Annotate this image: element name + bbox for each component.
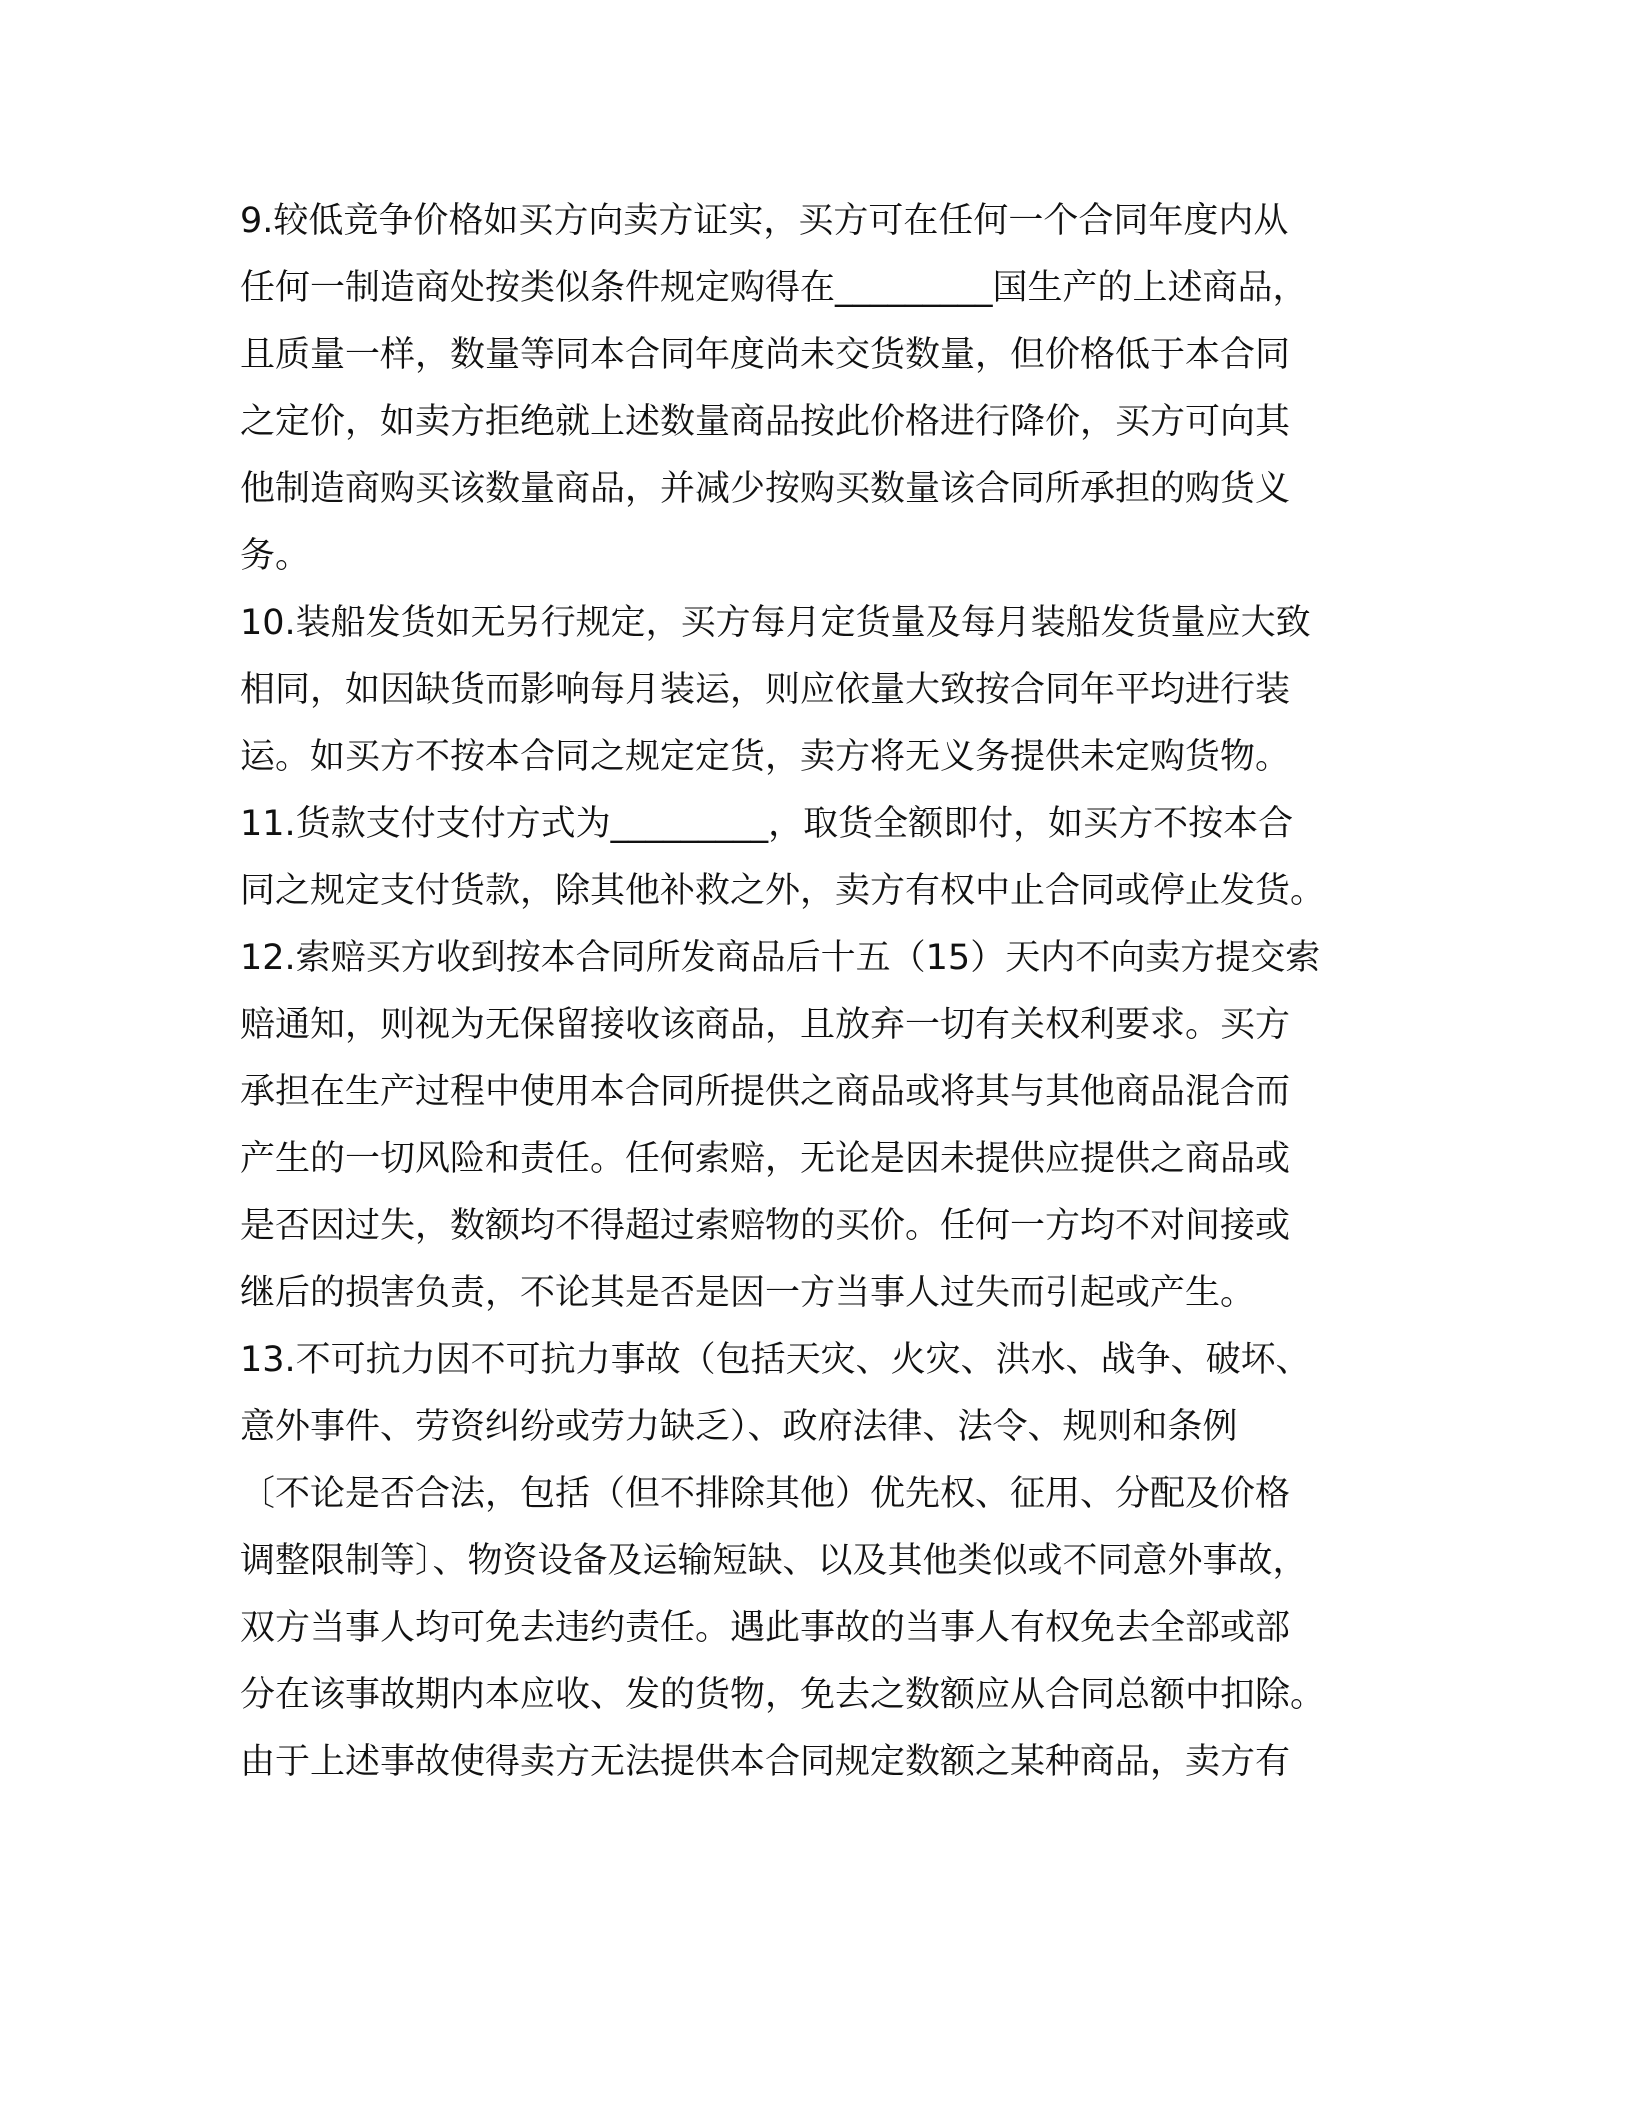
text-line: 任何一制造商处按类似条件规定购得在_________国生产的上述商品， [240, 268, 1308, 308]
contract-text [240, 188, 1392, 1796]
text-line: 意外事件、劳资纠纷或劳力缺乏）、政府法律、法令、规则和条例 [240, 1407, 1238, 1447]
text-line: 分在该事故期内本应收、发的货物，免去之数额应从合同总额中扣除。 [240, 1675, 1326, 1715]
text-line: 是否因过失，数额均不得超过索赔物的买价。任何一方均不对间接或 [240, 1206, 1291, 1246]
text-line: 他制造商购买该数量商品，并减少按购买数量该合同所承担的购货义 [240, 469, 1291, 509]
text-line: 由于上述事故使得卖方无法提供本合同规定数额之某种商品，卖方有 [240, 1742, 1291, 1782]
text-line: 赔通知，则视为无保留接收该商品，且放弃一切有关权利要求。买方 [240, 1005, 1291, 1045]
text-line: 10.装船发货如无另行规定，买方每月定货量及每月装船发货量应大致 [240, 603, 1311, 643]
text-line: 且质量一样，数量等同本合同年度尚未交货数量，但价格低于本合同 [240, 335, 1291, 375]
text-line: 产生的一切风险和责任。任何索赔，无论是因未提供应提供之商品或 [240, 1139, 1291, 1179]
text-line: 11.货款支付支付方式为_________，取货全额即付，如买方不按本合 [240, 804, 1294, 844]
text-line: 承担在生产过程中使用本合同所提供之商品或将其与其他商品混合而 [240, 1072, 1291, 1112]
text-line: 运。如买方不按本合同之规定定货，卖方将无义务提供未定购货物。 [240, 737, 1291, 777]
text-line: 〔不论是否合法，包括（但不排除其他）优先权、征用、分配及价格 [240, 1474, 1291, 1514]
text-line: 双方当事人均可免去违约责任。遇此事故的当事人有权免去全部或部 [240, 1608, 1291, 1648]
text-line: 12.索赔买方收到按本合同所发商品后十五（15）天内不向卖方提交索 [240, 938, 1321, 978]
text-line: 相同，如因缺货而影响每月装运，则应依量大致按合同年平均进行装 [240, 670, 1291, 710]
text-line: 务。 [240, 536, 311, 576]
text-line: 调整限制等〕、物资设备及运输短缺、以及其他类似或不同意外事故， [240, 1541, 1308, 1581]
text-line: 之定价，如卖方拒绝就上述数量商品按此价格进行降价，买方可向其 [240, 402, 1291, 442]
text-line: 同之规定支付货款，除其他补救之外，卖方有权中止合同或停止发货。 [240, 871, 1326, 911]
text-line: 9.较低竞争价格如买方向卖方证实，买方可在任何一个合同年度内从 [240, 201, 1289, 241]
text-line: 继后的损害负责，不论其是否是因一方当事人过失而引起或产生。 [240, 1273, 1256, 1313]
text-line: 13.不可抗力因不可抗力事故（包括天灾、火灾、洪水、战争、破坏、 [240, 1340, 1311, 1380]
